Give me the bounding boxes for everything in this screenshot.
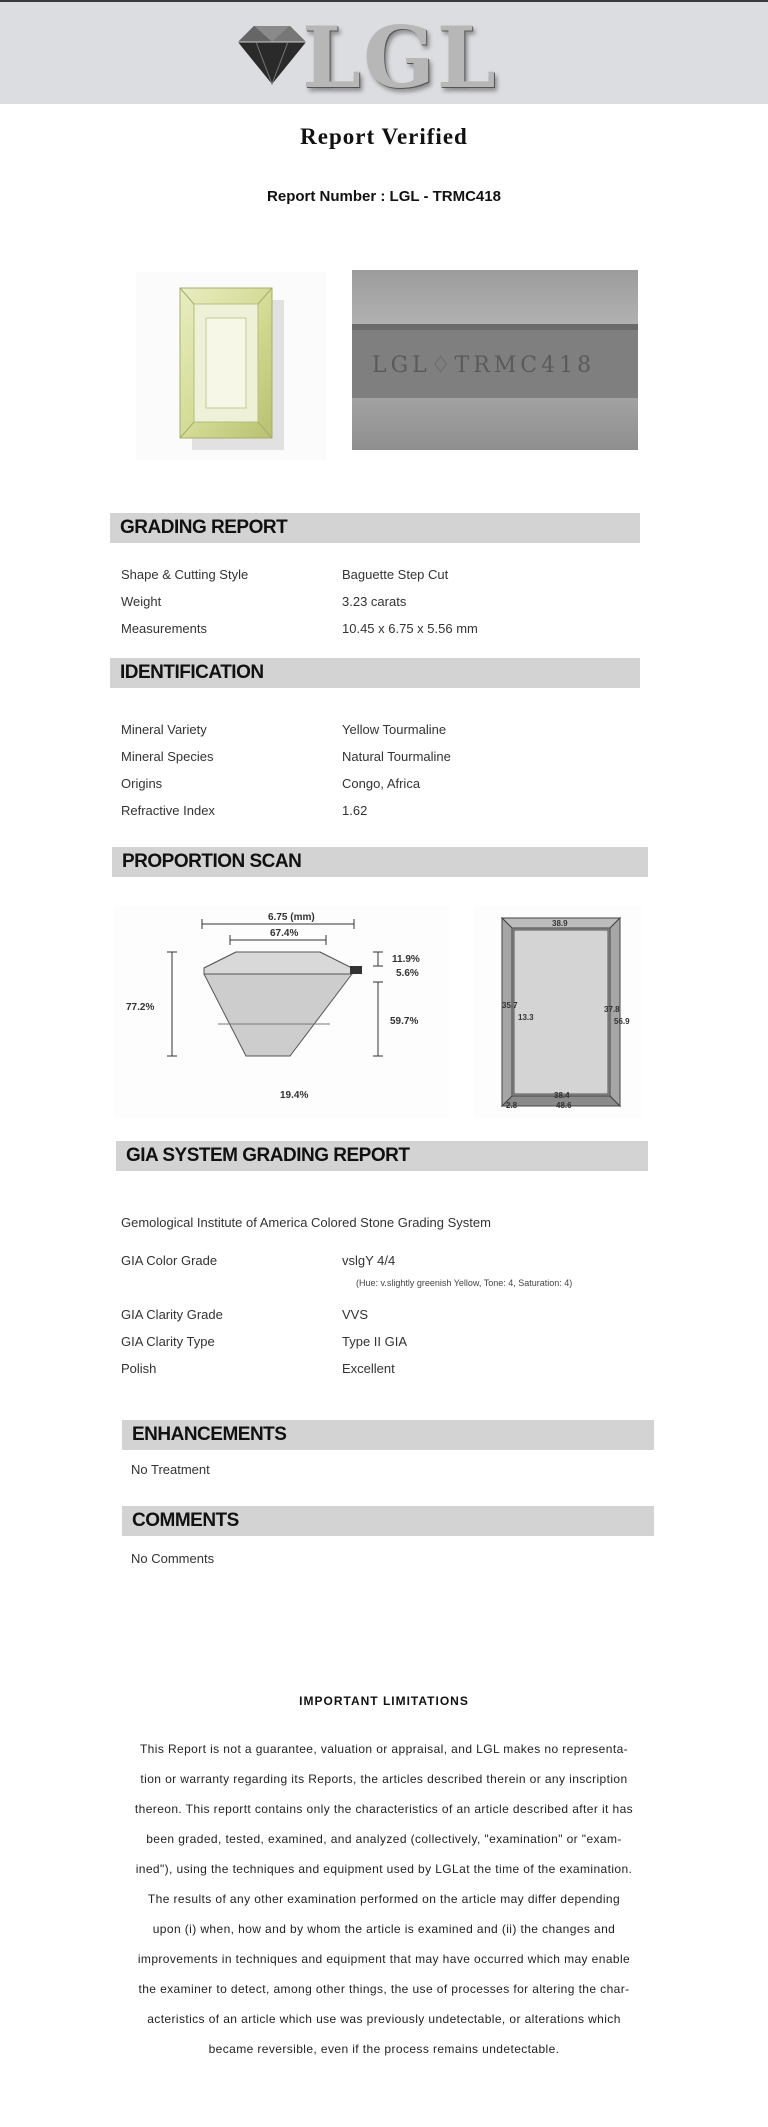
identification-row — [121, 722, 601, 738]
comments-heading: COMMENTS — [122, 1506, 654, 1536]
header-banner — [0, 2, 768, 107]
limitations-line: became reversible, even if the process remains undetectable. — [208, 2042, 560, 2056]
enhancements-text: No Treatment — [131, 1462, 210, 1477]
limitations-text — [118, 1734, 650, 2064]
diamond-icon — [232, 20, 312, 90]
laser-inscription-photo — [352, 270, 638, 450]
row-label: Mineral Variety — [121, 722, 207, 737]
limitations-line: This Report is not a guarantee, valuation or appraisal, and LGL makes no representa- — [139, 1742, 629, 1756]
top-view-left-inner: 13.3 — [518, 1013, 534, 1022]
top-view-right-outer: 56.9 — [614, 1017, 630, 1026]
row-label: Mineral Species — [121, 749, 214, 764]
row-value: 1.62 — [342, 803, 368, 818]
identification-heading: IDENTIFICATION — [110, 658, 640, 688]
row-value: Excellent — [342, 1361, 395, 1376]
width-label: 6.75 (mm) — [268, 912, 315, 923]
table-percent: 67.4% — [270, 928, 299, 939]
row-value: vslgY 4/4 — [342, 1253, 396, 1268]
gemstone-photo — [136, 272, 326, 460]
pavilion-depth-label: 59.7% — [390, 1016, 419, 1027]
identification-row — [121, 803, 601, 819]
limitations-line: been graded, tested, examined, and analyzed (collectively, "examination" or "exam- — [146, 1832, 622, 1846]
comments-text: No Comments — [131, 1551, 215, 1566]
grading-row — [121, 621, 601, 637]
identification-row — [121, 749, 601, 765]
row-label: Weight — [121, 594, 162, 609]
limitations-line: improvements in techniques and equipment that may have occurred which may enable — [137, 1952, 631, 1966]
color-grade-note: (Hue: v.slightly greenish Yellow, Tone: 4, Saturation: 4) — [356, 1278, 573, 1288]
row-label: Refractive Index — [121, 803, 215, 818]
culet-label: 19.4% — [280, 1090, 309, 1101]
limitations-line: upon (i) when, how and by whom the article is examined and (ii) the changes and — [152, 1922, 616, 1936]
row-value: Congo, Africa — [342, 776, 421, 791]
grading-report-heading: GRADING REPORT — [110, 513, 640, 543]
row-label: Shape & Cutting Style — [121, 567, 249, 582]
row-value: 3.23 carats — [342, 594, 407, 609]
top-view-top: 38.9 — [552, 919, 568, 928]
limitations-line: The results of any other examination performed on the article may differ depending — [147, 1892, 621, 1906]
row-value: Type II GIA — [342, 1334, 408, 1349]
limitations-line: ined"), using the techniques and equipment used by LGLat the time of the examination. — [135, 1862, 633, 1876]
total-depth-label: 77.2% — [126, 1002, 155, 1013]
gia-row — [121, 1307, 601, 1323]
grading-row — [121, 594, 601, 610]
row-value: Natural Tourmaline — [342, 749, 451, 764]
limitations-heading: IMPORTANT LIMITATIONS — [299, 1694, 469, 1708]
row-value: Baguette Step Cut — [342, 567, 449, 582]
row-label: Measurements — [121, 621, 207, 636]
crown-height-label: 11.9% — [392, 954, 420, 965]
report-number: Report Number : LGL - TRMC418 — [267, 188, 501, 205]
row-value: VVS — [342, 1307, 369, 1322]
row-label: GIA Clarity Grade — [121, 1307, 223, 1322]
row-label: GIA Color Grade — [121, 1253, 218, 1268]
row-value: Yellow Tourmaline — [342, 722, 447, 737]
proportion-profile-diagram — [114, 906, 450, 1118]
enhancements-heading: ENHANCEMENTS — [122, 1420, 654, 1450]
top-view-left-outer: 35.7 — [502, 1001, 518, 1010]
grading-row — [121, 567, 601, 583]
row-label: Polish — [121, 1361, 157, 1376]
gia-row — [121, 1361, 601, 1377]
gia-subtitle: Gemological Institute of America Colored Stone Grading System — [121, 1215, 491, 1230]
limitations-line: acteristics of an article which use was previously undetectable, or alterations which — [147, 2012, 621, 2026]
lgl-logo[interactable] — [232, 8, 498, 107]
limitations-line: the examiner to detect, among other things, the use of processes for altering the char- — [138, 1982, 630, 1996]
inscription-text: LGL♢TRMC418 — [372, 353, 596, 378]
top-view-bottom-corner: 2.8 — [506, 1101, 518, 1110]
proportion-scan-heading: PROPORTION SCAN — [112, 847, 648, 877]
row-label: GIA Clarity Type — [121, 1334, 215, 1349]
row-label: Origins — [121, 776, 163, 791]
top-view-bottom-inner: 38.4 — [554, 1091, 570, 1100]
page-title: Report Verified — [300, 124, 468, 149]
limitations-line: thereon. This reportt contains only the characteristics of an article described after it has — [134, 1802, 634, 1816]
proportion-top-view-diagram — [474, 906, 642, 1118]
limitations-line: tion or warranty regarding its Reports, the articles described therein or any inscription — [140, 1772, 628, 1786]
gia-row — [121, 1334, 601, 1350]
top-view-right-inner: 37.8 — [604, 1005, 620, 1014]
identification-row — [121, 776, 601, 792]
gia-report-heading: GIA SYSTEM GRADING REPORT — [116, 1141, 648, 1171]
top-view-bottom-outer: 48.6 — [556, 1101, 572, 1110]
row-value: 10.45 x 6.75 x 5.56 mm — [342, 621, 478, 636]
logo-text: LGL — [302, 8, 498, 107]
gia-row — [121, 1253, 601, 1269]
girdle-label: 5.6% — [396, 968, 419, 979]
